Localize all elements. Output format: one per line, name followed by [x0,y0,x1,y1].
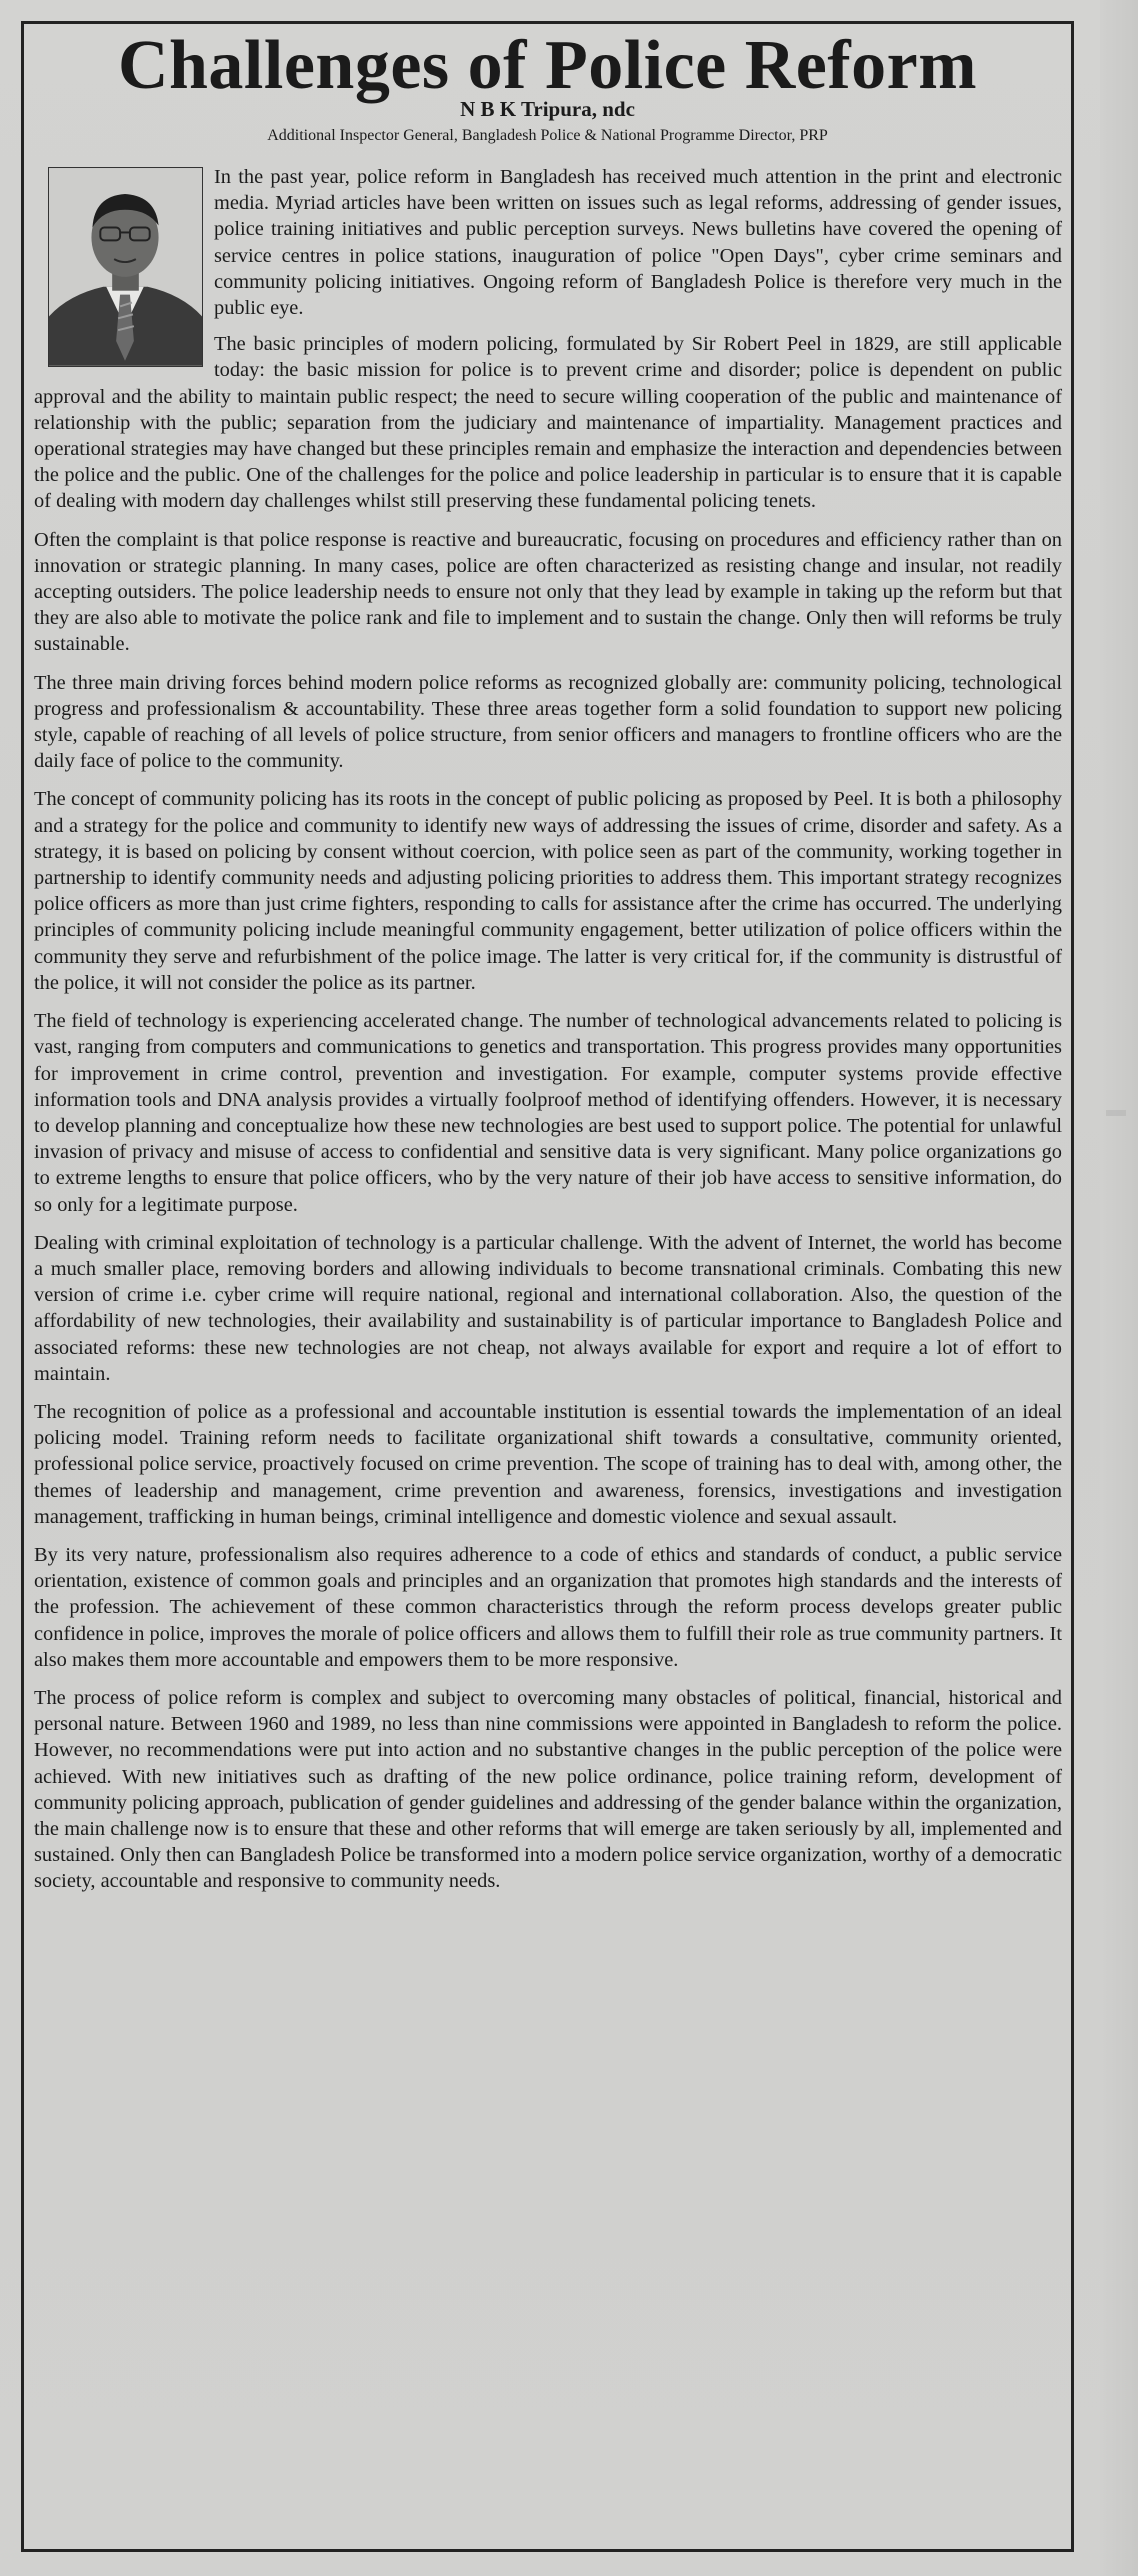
photo-wrap-space [34,164,214,364]
paragraph-professional: The recognition of police as a professional and accountable institution is essential towards the implementation of an ideal policing model. Training reform needs to facilitate organizational shift towards a consultative, community oriented, professional police service, proactively focused on crime prevention. The scope of training has to deal with, among other, the themes of leadership and management, crime prevention and awareness, forensics, investigations and investigation management, trafficking in human beings, criminal intelligence and domestic violence and sexual assault. [34,1400,1062,1528]
article-title: Challenges of Police Reform [117,27,978,104]
paragraph-ethics: By its very nature, professionalism also requires adherence to a code of ethics and standards of conduct, a public service orientation, existence of common goals and principles and an organization that promotes high standards and the interests of the profession. The achievement of these common characteristics through the reform process develops greater public confidence in police, improves the morale of police officers and allows them to fulfill their role as true community partners. It also makes them more accountable and empowers them to be more responsive. [34,1543,1062,1671]
paragraph-peel-principles: The basic principles of modern policing, formulated by Sir Robert Peel in 1829, are still applicable today: the basic mission for police is to prevent crime and disorder; police is dependent on public approval and the ability to maintain public respect; the need to secure willing cooperation of the public and maintenance of relationship with the public; separation from the judiciary and maintenance of impartiality. Management practices and operational strategies may have changed but these principles remain and emphasize the interaction and dependencies between the police and the public. One of the challenges for the police and police leadership in particular is to ensure that it is capable of dealing with modern day challenges whilst still preserving these fundamental policing tenets. [34,333,1062,513]
paragraph-technology: The field of technology is experiencing accelerated change. The number of technological advancements related to policing is vast, ranging from computers and communications to genetics and transportation. This progress provides many opportunities for improvement in crime control, prevention and investigation. For example, computer systems provide effective information tools and DNA analysis provides a virtually foolproof method of identifying offenders. However, it is necessary to develop planning and conceptualize how these new technologies are best used to support police. The potential for unlawful invasion of privacy and misuse of access to confidential and sensitive data is very significant. Many police organizations go to extreme lengths to ensure that police officers, who by the very nature of their job have access to sensitive information, do so only for a legitimate purpose. [34,1010,1062,1216]
bleed-through-mark [1106,1110,1126,1116]
paragraph-community-policing: The concept of community policing has its roots in the concept of public policing as proposed by Peel. It is both a philosophy and a strategy for the police and community to identify new ways of addressing the issues of crime, disorder and safety. As a strategy, it is based on policing by consent without coercion, with police seen as part of the community, working together in partnership to identify community needs and adjusting policing priorities to address them. This important strategy recognizes police officers as more than just crime fighters, responding to calls for assistance after the crime has occurred. The underlying principles of community policing include meaningful community engagement, better utilization of police officers within the community they serve and refurbishment of the police image. The latter is very critical for, if the community is distrustful of the police, it will not consider the police as its partner. [34,788,1062,994]
author-affiliation: Additional Inspector General, Bangladesh Police & National Programme Director, PRP [267,127,828,144]
paragraph-cyber-crime: Dealing with criminal exploitation of technology is a particular challenge. With the advent of Internet, the world has become a much smaller place, removing borders and allowing individuals to become transnational criminals. Combating this new version of crime i.e. cyber crime will require national, regional and international collaboration. Also, the question of the affordability of new technologies, their availability and sustainability is of particular importance to Bangladesh Police and associated reforms: these new technologies are not cheap, not always available for export and require a lot of effort to maintain. [34,1231,1062,1385]
author-name: N B K Tripura, ndc [460,97,635,121]
paragraph-driving-forces: The three main driving forces behind modern police reforms as recognized globally are: community policing, technological progress and professionalism & accountability. These three areas together form a solid foundation to support new policing style, capable of reaching of all levels of police structure, from senior officers and managers to frontline officers who are the daily face of police to the community. [34,671,1062,773]
paragraph-conclusion: The process of police reform is complex and subject to overcoming many obstacles of political, financial, historical and personal nature. Between 1960 and 1989, no less than nine commissions were appointed in Bangladesh to reform the police. However, no recommendations were put into action and no substantive changes in the public perception of the police were achieved. With new initiatives such as drafting of the new police ordinance, police training reform, development of community policing approach, publication of gender guidelines and addressing of the gender balance within the organization, the main challenge now is to ensure that these and other reforms that will emerge are taken seriously by all, implemented and sustained. Only then can Bangladesh Police be transformed into a modern police service organization, worthy of a democratic society, accountable and responsive to community needs. [34,1686,1062,1893]
paragraph-intro: In the past year, police reform in Bangladesh has received much attention in the print and electronic media. Myriad articles have been written on issues such as legal reforms, addressing of gender issues, police training initiatives and public perception surveys. News bulletins have covered the opening of service centres in police stations, inauguration of police "Open Days", cyber crime seminars and community policing initiatives. Ongoing reform of Bangladesh Police is therefore very much in the public eye. [214,166,1062,320]
adjacent-column-edge [1100,0,1138,2576]
paragraph-complaint: Often the complaint is that police response is reactive and bureaucratic, focusing on procedures and efficiency rather than on innovation or strategic planning. In many cases, police are often characterized as resisting change and insular, not readily accepting outsiders. The police leadership needs to ensure not only that they lead by example in taking up the reform but that they are also able to motivate the police rank and file to implement and to sustain the change. Only then will reforms be truly sustainable. [34,528,1062,656]
article-body [34,164,1062,1907]
